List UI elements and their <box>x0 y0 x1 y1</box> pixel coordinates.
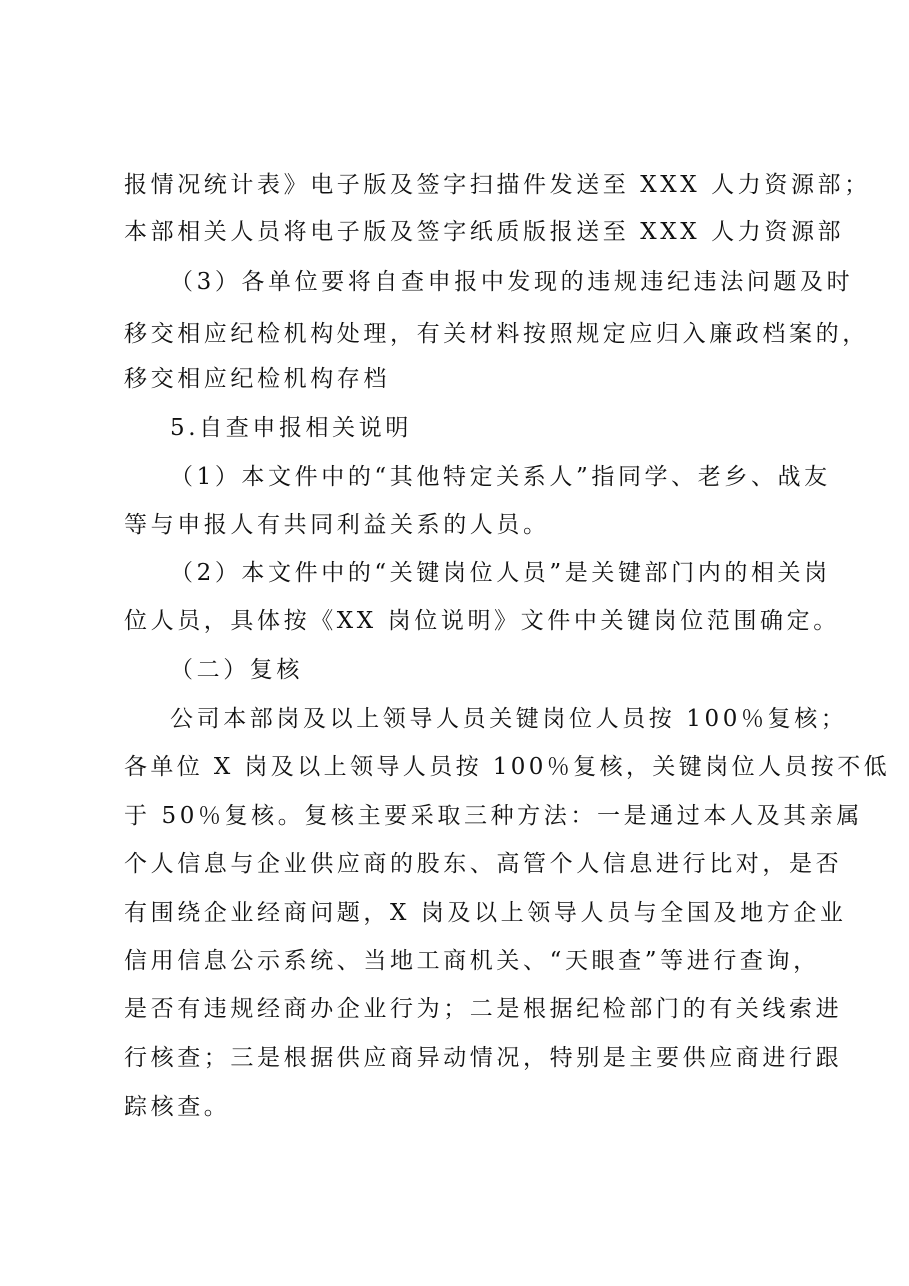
text-line: 报情况统计表》电子版及签字扫描件发送至 XXX 人力资源部； <box>124 172 871 198</box>
text-line: （3）各单位要将自查申报中发现的违规违纪违法问题及时 <box>170 269 854 295</box>
text-line: 有围绕企业经商问题，X 岗及以上领导人员与全国及地方企业 <box>124 900 847 926</box>
text-line: 是否有违规经商办企业行为；二是根据纪检部门的有关线索进 <box>124 996 843 1022</box>
text-line: 位人员，具体按《XX 岗位说明》文件中关键岗位范围确定。 <box>124 608 840 634</box>
text-line: 信用信息公示系统、当地工商机关、“天眼查”等进行查询， <box>124 948 820 974</box>
text-line: 行核查；三是根据供应商异动情况，特别是主要供应商进行跟 <box>124 1045 843 1071</box>
section-heading: （二）复核 <box>170 657 303 683</box>
text-line: （2）本文件中的“关键岗位人员”是关键部门内的相关岗 <box>170 560 831 586</box>
text-line: 公司本部岗及以上领导人员关键岗位人员按 100％复核； <box>170 706 848 732</box>
text-line: 移交相应纪检机构处理，有关材料按照规定应归入廉政档案的， <box>124 321 869 347</box>
text-line: （1）本文件中的“其他特定关系人”指同学、老乡、战友 <box>170 464 831 490</box>
text-line: 各单位 X 岗及以上领导人员按 100％复核，关键岗位人员按不低 <box>124 754 891 780</box>
section-heading: 5.自查申报相关说明 <box>170 415 412 441</box>
text-line: 本部相关人员将电子版及签字纸质版报送至 XXX 人力资源部 <box>124 219 845 245</box>
text-line: 踪核查。 <box>124 1094 231 1120</box>
text-line: 于 50％复核。复核主要采取三种方法：一是通过本人及其亲属 <box>124 803 863 829</box>
text-line: 个人信息与企业供应商的股东、高管个人信息进行比对，是否 <box>124 851 843 877</box>
text-line: 等与申报人有共同利益关系的人员。 <box>124 512 550 538</box>
text-line: 移交相应纪检机构存档 <box>124 366 390 392</box>
